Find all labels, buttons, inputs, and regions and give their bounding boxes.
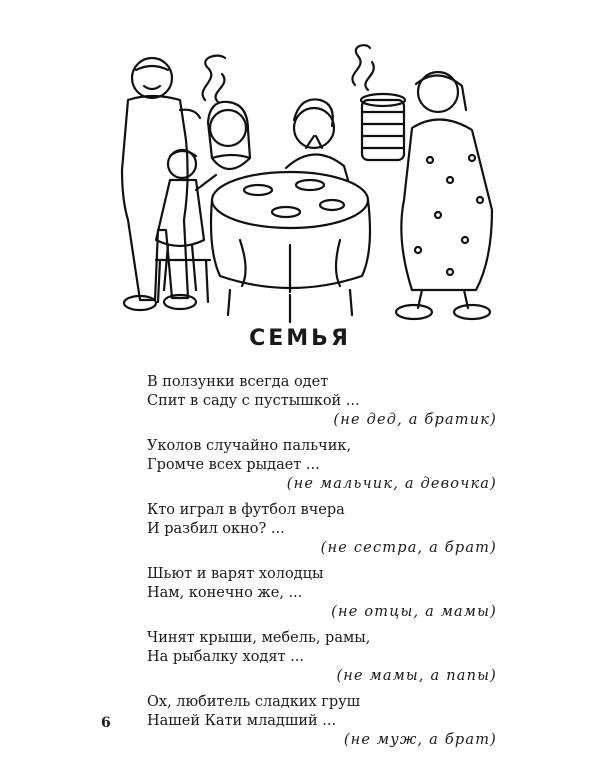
poem-line: Уколов случайно пальчик, (147, 438, 352, 454)
poem-line: Спит в саду с пустышкой ... (147, 393, 360, 409)
stanza (147, 501, 497, 558)
table-figure (211, 172, 370, 322)
poem-line: И разбил окно? ... (147, 521, 285, 537)
father-figure (286, 99, 348, 180)
poem-answer: (не мальчик, а девочка) (286, 476, 497, 492)
poem-line: Чинят крыши, мебель, рамы, (147, 630, 371, 646)
stanza (147, 565, 497, 622)
mother-figure (208, 102, 250, 169)
poem (147, 373, 497, 757)
page-number: 6 (101, 715, 111, 731)
poem-answer: (не муж, а брат) (343, 732, 497, 748)
page-title: СЕМЬЯ (249, 326, 351, 351)
grandmother-figure (361, 72, 492, 319)
poem-answer: (не отцы, а мамы) (331, 604, 497, 620)
stanza (147, 373, 497, 430)
poem-line: Шьют и варят холодцы (147, 566, 324, 582)
stanza (147, 629, 497, 686)
stanza (147, 437, 497, 494)
poem-line: Нашей Кати младший ... (147, 713, 337, 729)
poem-line: В ползунки всегда одет (147, 374, 329, 390)
steam-icon (203, 45, 374, 102)
grandfather-figure (122, 58, 200, 310)
poem-line: Кто играл в футбол вчера (147, 502, 345, 518)
poem-answer: (не сестра, а брат) (320, 540, 497, 556)
poem-line: На рыбалку ходят ... (147, 649, 304, 665)
stanza (147, 693, 497, 750)
poem-answer: (не мамы, а папы) (336, 668, 497, 684)
family-illustration (100, 40, 510, 325)
poem-line: Громче всех рыдает ... (147, 457, 320, 473)
poem-line: Нам, конечно же, ... (147, 585, 303, 601)
poem-answer: (не дед, а братик) (333, 412, 497, 428)
poem-line: Ох, любитель сладких груш (147, 694, 361, 710)
